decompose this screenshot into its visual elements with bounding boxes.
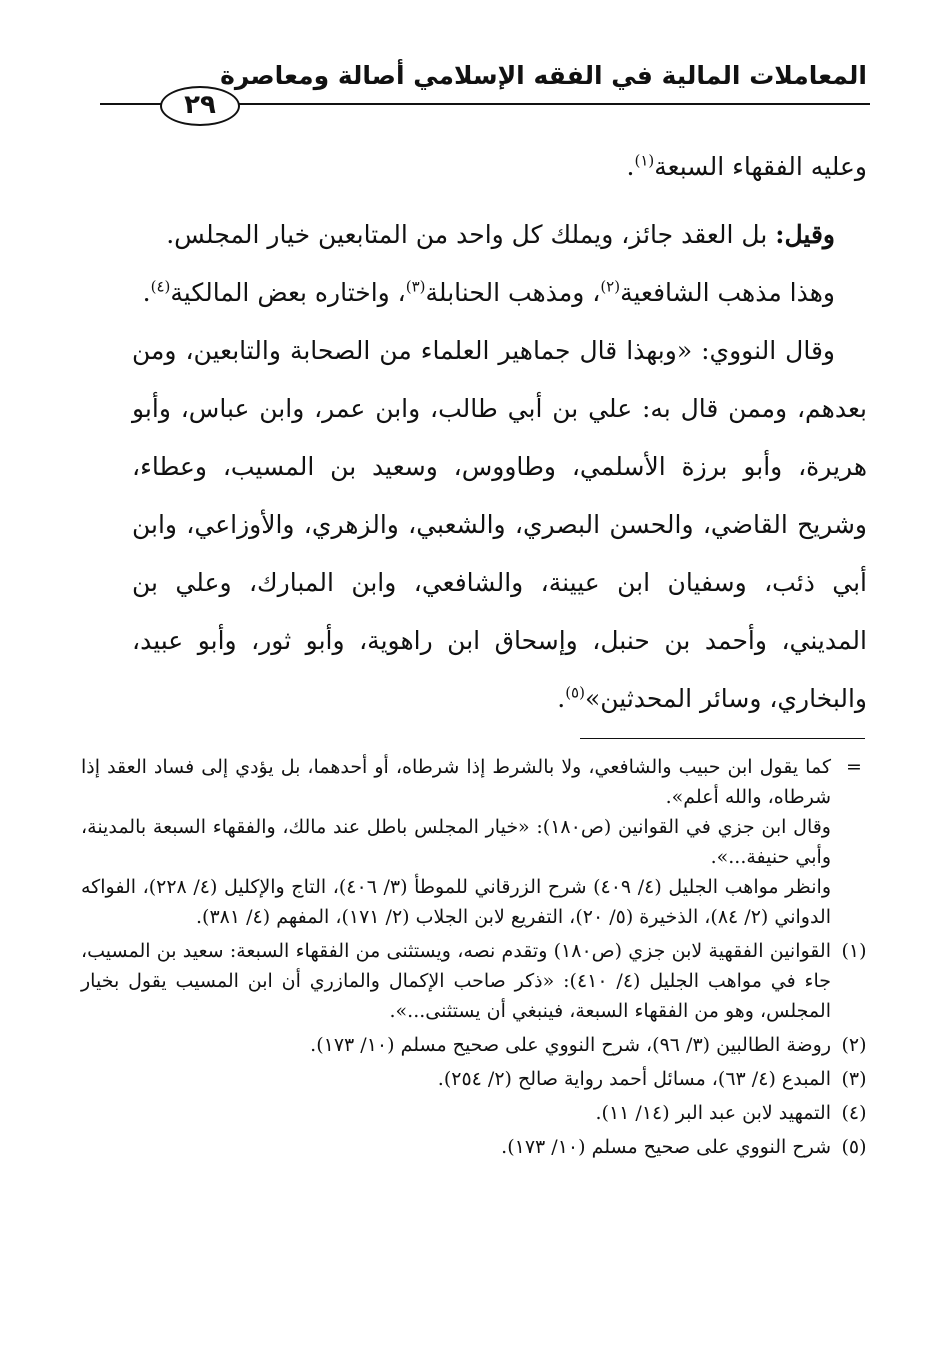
- continuation-line-3: وانظر مواهب الجليل (٤/ ٤٠٩) شرح الزرقاني للموطأ (٣/ ٤٠٦)، التاج والإكليل (٤/ ٢٢٨)، الفواكه الدواني (٢/ ٨٤)، الذخيرة (٥/ ٢٠)، التفريع لابن الجلاب (٢/ ١٧١)، المفهم (٤/ ٣٨١).: [81, 876, 831, 928]
- main-text: [132, 138, 867, 728]
- footnote-4: [81, 1098, 871, 1128]
- page-number: ٢٩: [160, 86, 240, 126]
- footnote-2: [81, 1030, 871, 1060]
- footnote-5: [81, 1132, 871, 1162]
- footnotes: [81, 752, 871, 1166]
- footnote-ref-1[interactable]: (١): [634, 151, 655, 170]
- paragraph-3-c: ، واختاره بعض المالكية: [170, 278, 406, 307]
- footnote-ref-3[interactable]: (٣): [405, 277, 426, 296]
- footnote-3: [81, 1064, 871, 1094]
- footnote-continuation: [81, 752, 871, 932]
- footnote-2-text: روضة الطالبين (٣/ ٩٦)، شرح النووي على صحيح مسلم (١٠/ ١٧٣).: [310, 1034, 831, 1056]
- paragraph-1-text: وعليه الفقهاء السبعة: [654, 152, 867, 181]
- paragraph-2-text: بل العقد جائز، ويملك كل واحد من المتابعين خيار المجلس.: [166, 220, 776, 249]
- footnote-1-mark: (١): [841, 940, 867, 962]
- paragraph-3: [132, 264, 867, 322]
- footnote-1-text: القوانين الفقهية لابن جزي (ص١٨٠) وتقدم نصه، ويستثنى من الفقهاء السبعة: سعيد بن المسيب، جاء في مواهب الجليل (٤/ ٤١٠): «ذكر صاحب الإكمال والمازري أن ابن المسيب يقول بخيار المجلس، وهو من الفقهاء السبعة، فينبغي أن يستثنى...».: [81, 940, 831, 1022]
- continuation-line-2: وقال ابن جزي في القوانين (ص١٨٠): «خيار المجلس باطل عند مالك، والفقهاء السبعة بالمدينة، وأبي حنيفة...».: [81, 816, 831, 868]
- paragraph-4-end: .: [557, 684, 566, 713]
- paragraph-3-a: وهذا مذهب الشافعية: [620, 278, 835, 307]
- footnote-ref-2[interactable]: (٢): [600, 277, 621, 296]
- footnote-3-mark: (٣): [841, 1068, 867, 1090]
- paragraph-2-lead: وقيل:: [775, 220, 835, 249]
- continuation-mark: =: [846, 756, 862, 778]
- footnote-4-mark: (٤): [841, 1102, 867, 1124]
- footnote-ref-4[interactable]: (٤): [150, 277, 171, 296]
- paragraph-4-text: وقال النووي: «وبهذا قال جماهير العلماء من الصحابة والتابعين، ومن بعدهم، وممن قال به: علي بن أبي طالب، وابن عمر، وابن عباس، وأبو هريرة، وأبو برزة الأسلمي، وطاووس، وسعيد بن المسيب، وعطاء، وشريح القاضي، والحسن البصري، والشعبي، والزهري، والأوزاعي، وابن أبي ذئب، وسفيان ابن عيينة، والشافعي، وابن المبارك، وعلي بن المديني، وأحمد بن حنبل، وإسحاق ابن راهوية، وأبو ثور، وأبو عبيد، والبخاري، وسائر المحدثين»: [132, 336, 868, 713]
- footnote-2-mark: (٢): [841, 1034, 867, 1056]
- running-header-title: المعاملات المالية في الفقه الإسلامي أصالة ومعاصرة: [220, 61, 867, 90]
- footnote-3-text: المبدع (٤/ ٦٣)، مسائل أحمد رواية صالح (٢/ ٢٥٤).: [437, 1068, 831, 1090]
- continuation-line-1: كما يقول ابن حبيب والشافعي، ولا بالشرط إذا شرطاه، أو أحدهما، بل يؤدي إلى فساد العقد إذا شرطاه، والله أعلم».: [81, 756, 831, 808]
- paragraph-1-end: .: [626, 152, 635, 181]
- footnote-5-mark: (٥): [841, 1136, 867, 1158]
- footnote-4-text: التمهيد لابن عبد البر (١٤/ ١١).: [595, 1102, 831, 1124]
- footnote-5-text: شرح النووي على صحيح مسلم (١٠/ ١٧٣).: [501, 1136, 831, 1158]
- footnote-ref-5[interactable]: (٥): [565, 683, 585, 702]
- paragraph-1: [132, 138, 867, 196]
- footnote-separator: [580, 738, 865, 739]
- footnote-1: [81, 936, 871, 1026]
- paragraph-2: [132, 206, 867, 264]
- paragraph-3-end: .: [142, 278, 151, 307]
- paragraph-4: [132, 322, 867, 728]
- paragraph-3-b: ، ومذهب الحنابلة: [425, 278, 601, 307]
